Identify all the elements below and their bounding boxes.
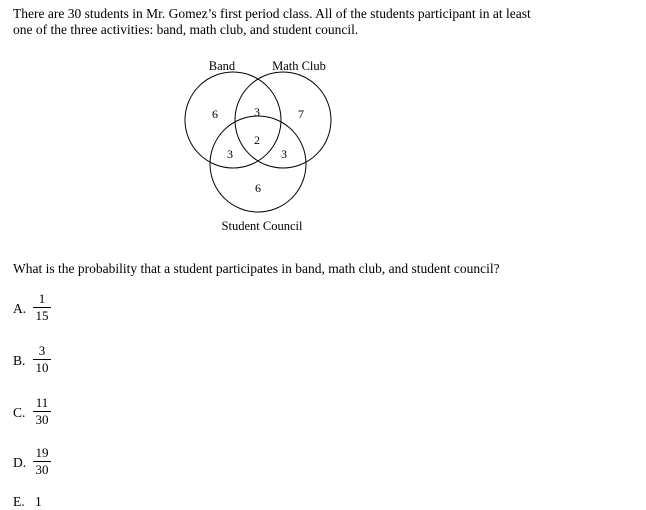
band-label: Band [208, 59, 236, 73]
choice-d[interactable] [13, 446, 133, 486]
choice-fraction [33, 344, 51, 375]
region-band-math: 3 [254, 105, 260, 119]
student-council-label: Student Council [221, 219, 303, 233]
region-math-council: 3 [281, 147, 287, 161]
choice-fraction [33, 292, 51, 323]
fraction-denominator: 30 [35, 462, 49, 477]
choice-e[interactable] [13, 494, 133, 510]
question-text: What is the probability that a student participates in band, math club, and student council? [13, 261, 500, 276]
math-club-label: Math Club [272, 59, 326, 73]
intro-line-2: one of the three activities: band, math club, and student council. [13, 22, 359, 37]
fraction-numerator: 3 [38, 343, 46, 358]
fraction-denominator: 15 [35, 308, 49, 323]
student-council-circle [210, 116, 306, 212]
choice-fraction [33, 446, 51, 477]
fraction-denominator: 10 [35, 360, 49, 375]
choice-fraction [33, 396, 51, 427]
choice-c[interactable] [13, 396, 133, 436]
choice-letter: D. [13, 455, 27, 470]
region-all-three: 2 [254, 133, 260, 147]
fraction-numerator: 1 [38, 291, 46, 306]
region-band-council: 3 [227, 147, 233, 161]
region-council-only: 6 [255, 181, 261, 195]
fraction-denominator: 30 [35, 412, 49, 427]
region-band-only: 6 [212, 107, 218, 121]
choice-b[interactable] [13, 344, 133, 384]
choice-letter: C. [13, 405, 26, 420]
choice-value: 1 [35, 494, 42, 509]
problem-intro [13, 6, 613, 38]
choice-a[interactable] [13, 292, 133, 332]
venn-diagram [170, 52, 350, 237]
region-math-only: 7 [298, 107, 304, 121]
intro-line-1: There are 30 students in Mr. Gomez’s first period class. All of the students participant in at least [13, 6, 531, 21]
choice-letter: A. [13, 301, 27, 316]
fraction-numerator: 19 [35, 445, 49, 460]
choice-letter: E. [13, 494, 25, 509]
choice-letter: B. [13, 353, 26, 368]
band-circle [185, 72, 281, 168]
fraction-numerator: 11 [35, 395, 49, 410]
